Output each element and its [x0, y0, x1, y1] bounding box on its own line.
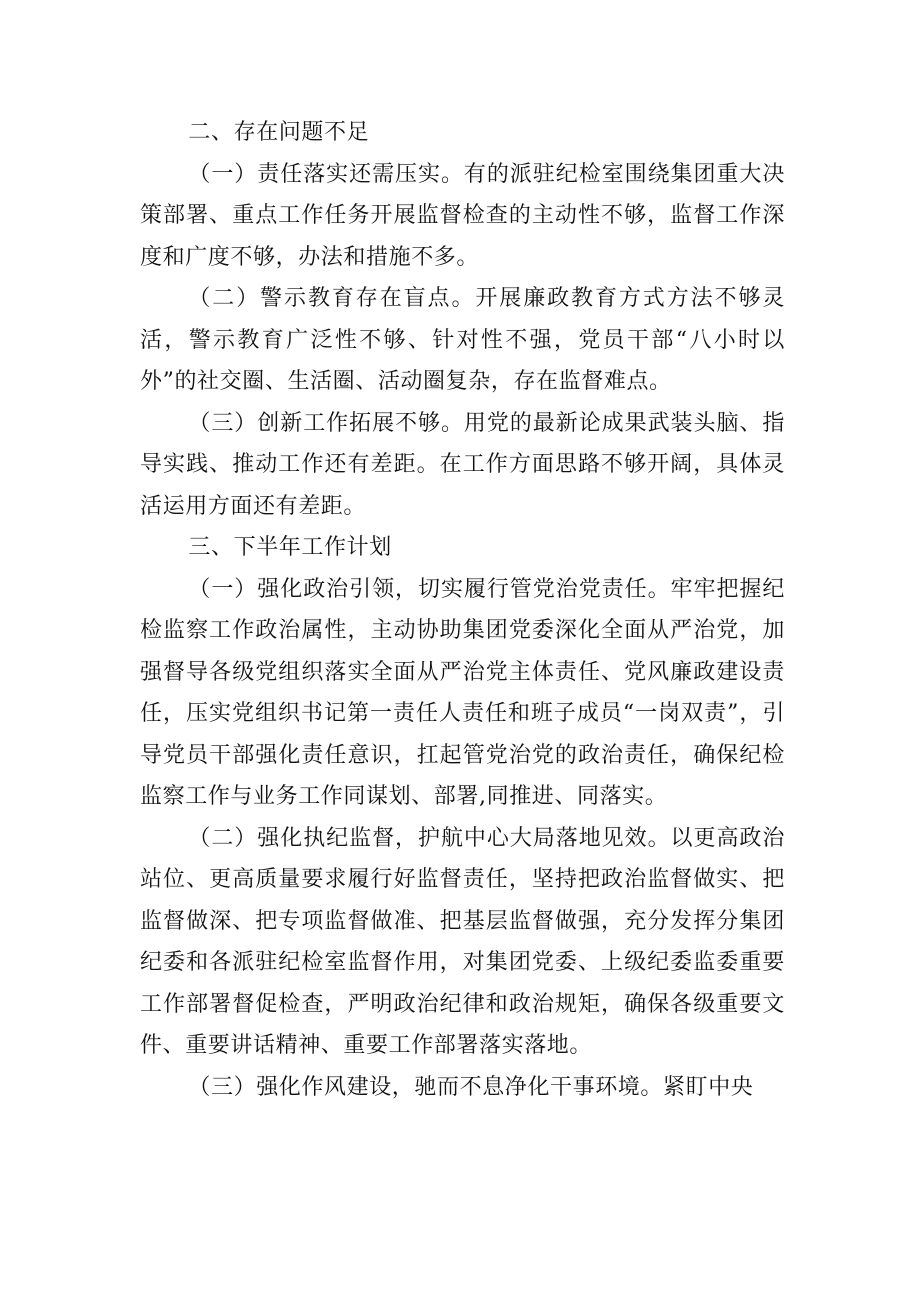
- paragraph-political-leadership: （一）强化政治引领，切实履行管党治党责任。牢牢把握纪检监察工作政治属性，主动协助集团党委深化全面从严治党，加强督导各级党组织落实全面从严治党主体责任、党风廉政建设责任，压实党组织书记第一责任人责任和班子成员“一岗双责”，引导党员干部强化责任意识，扛起管党治党的政治责任，确保纪检监察工作与业务工作同谋划、部署,同推进、同落实。: [140, 576, 785, 809]
- paragraph-work-style: （三）强化作风建设，驰而不息净化干事环境。紧盯中央: [188, 1074, 754, 1100]
- section-heading-problems: 二、存在问题不足: [188, 120, 370, 145]
- paragraph-responsibility: （一）责任落实还需压实。有的派驻纪检室围绕集团重大决策部署、重点工作任务开展监督检查的主动性不够，监督工作深度和广度不够，办法和措施不多。: [140, 161, 785, 270]
- paragraph-warning-education: （二）警示教育存在盲点。开展廉政教育方式方法不够灵活，警示教育广泛性不够、针对性不强，党员干部“八小时以外”的社交圈、生活圈、活动圈复杂，存在监督难点。: [140, 286, 785, 394]
- paragraph-discipline-supervision: （二）强化执纪监督，护航中心大局落地见效。以更高政治站位、更高质量要求履行好监督责任，坚持把政治监督做实、把监督做深、把专项监督做准、把基层监督做强，充分发挥分集团纪委和各派驻纪检室监督作用，对集团党委、上级纪委监委重要工作部署督促检查，严明政治纪律和政治规矩，确保各级重要文件、重要讲话精神、重要工作部署落实落地。: [140, 825, 785, 1058]
- paragraph-innovation: （三）创新工作拓展不够。用党的最新论成果武装头脑、指导实践、推动工作还有差距。在工作方面思路不够开阔，具体灵活运用方面还有差距。: [140, 410, 785, 519]
- document-body: [140, 112, 785, 1108]
- section-heading-plan: 三、下半年工作计划: [188, 535, 392, 560]
